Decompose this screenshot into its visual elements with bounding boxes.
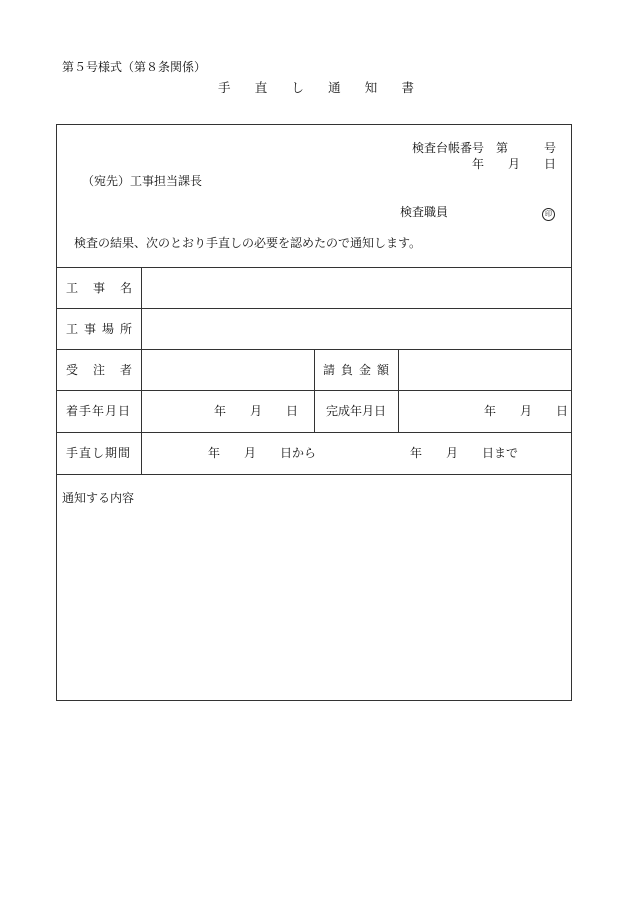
title-char: し	[291, 80, 304, 95]
contract-amount-label	[323, 363, 389, 377]
correction-period-label: 手直し期間	[66, 446, 132, 460]
label-char: 請	[323, 363, 336, 377]
project-name-label	[66, 281, 132, 295]
label-char: 受	[66, 363, 79, 377]
period-from-year: 年	[208, 446, 221, 460]
title-char: 通	[328, 80, 341, 95]
start-date-year: 年	[214, 404, 227, 418]
period-to-month: 月	[446, 446, 459, 460]
label-char: 事	[83, 322, 96, 336]
notice-content-label: 通知する内容	[62, 491, 135, 505]
project-name-field[interactable]	[142, 268, 571, 308]
start-date-day: 日	[286, 404, 299, 418]
period-to-year: 年	[410, 446, 423, 460]
project-location-label	[66, 322, 132, 336]
label-char: 金	[358, 363, 371, 377]
seal-mark-icon	[542, 205, 555, 221]
label-char: 場	[101, 322, 114, 336]
ledger-number-dai: 第	[496, 141, 509, 155]
label-char: 工	[66, 322, 79, 336]
addressee: （宛先）工事担当課長	[82, 174, 203, 188]
form-number-label: 第５号様式（第８条関係）	[62, 60, 207, 74]
label-text: 着手年月日	[66, 404, 132, 418]
completion-date-year: 年	[484, 404, 497, 418]
label-char: 者	[119, 363, 132, 377]
notice-content-field[interactable]	[57, 508, 571, 700]
start-date-month: 月	[250, 404, 263, 418]
period-from-day: 日から	[280, 446, 317, 460]
title-char: 書	[401, 80, 414, 95]
mid-column-divider	[314, 349, 315, 432]
label-char: 名	[119, 281, 132, 295]
row-divider	[56, 432, 572, 433]
period-from-month: 月	[244, 446, 257, 460]
inspector-label: 検査職員	[400, 205, 449, 219]
project-location-field[interactable]	[142, 309, 571, 349]
issue-date-year: 年	[472, 157, 485, 171]
title-char: 直	[254, 80, 268, 95]
title-char: 手	[218, 80, 231, 95]
issue-date-day: 日	[544, 157, 557, 171]
title-char: 知	[364, 80, 378, 95]
label-char: 工	[66, 281, 79, 295]
seal-mark-text: 印	[542, 208, 555, 221]
row-divider	[56, 474, 572, 475]
label-char: 額	[376, 363, 389, 377]
start-date-label	[66, 404, 132, 418]
contractor-field[interactable]	[142, 350, 314, 390]
ledger-number-label: 検査台帳番号	[412, 141, 485, 155]
period-to-day: 日まで	[482, 446, 519, 460]
label-char: 注	[92, 363, 105, 377]
contract-amount-field[interactable]	[399, 350, 571, 390]
label-char: 事	[92, 281, 105, 295]
completion-date-month: 月	[520, 404, 533, 418]
label-char: 所	[119, 322, 132, 336]
document-title	[218, 81, 414, 95]
label-char: 負	[340, 363, 353, 377]
completion-date-day: 日	[556, 404, 569, 418]
issue-date-month: 月	[508, 157, 521, 171]
contractor-label	[66, 363, 132, 377]
ledger-number-go: 号	[544, 141, 557, 155]
completion-date-label: 完成年月日	[326, 404, 387, 418]
notice-text: 検査の結果、次のとおり手直しの必要を認めたので通知します。	[74, 236, 422, 250]
